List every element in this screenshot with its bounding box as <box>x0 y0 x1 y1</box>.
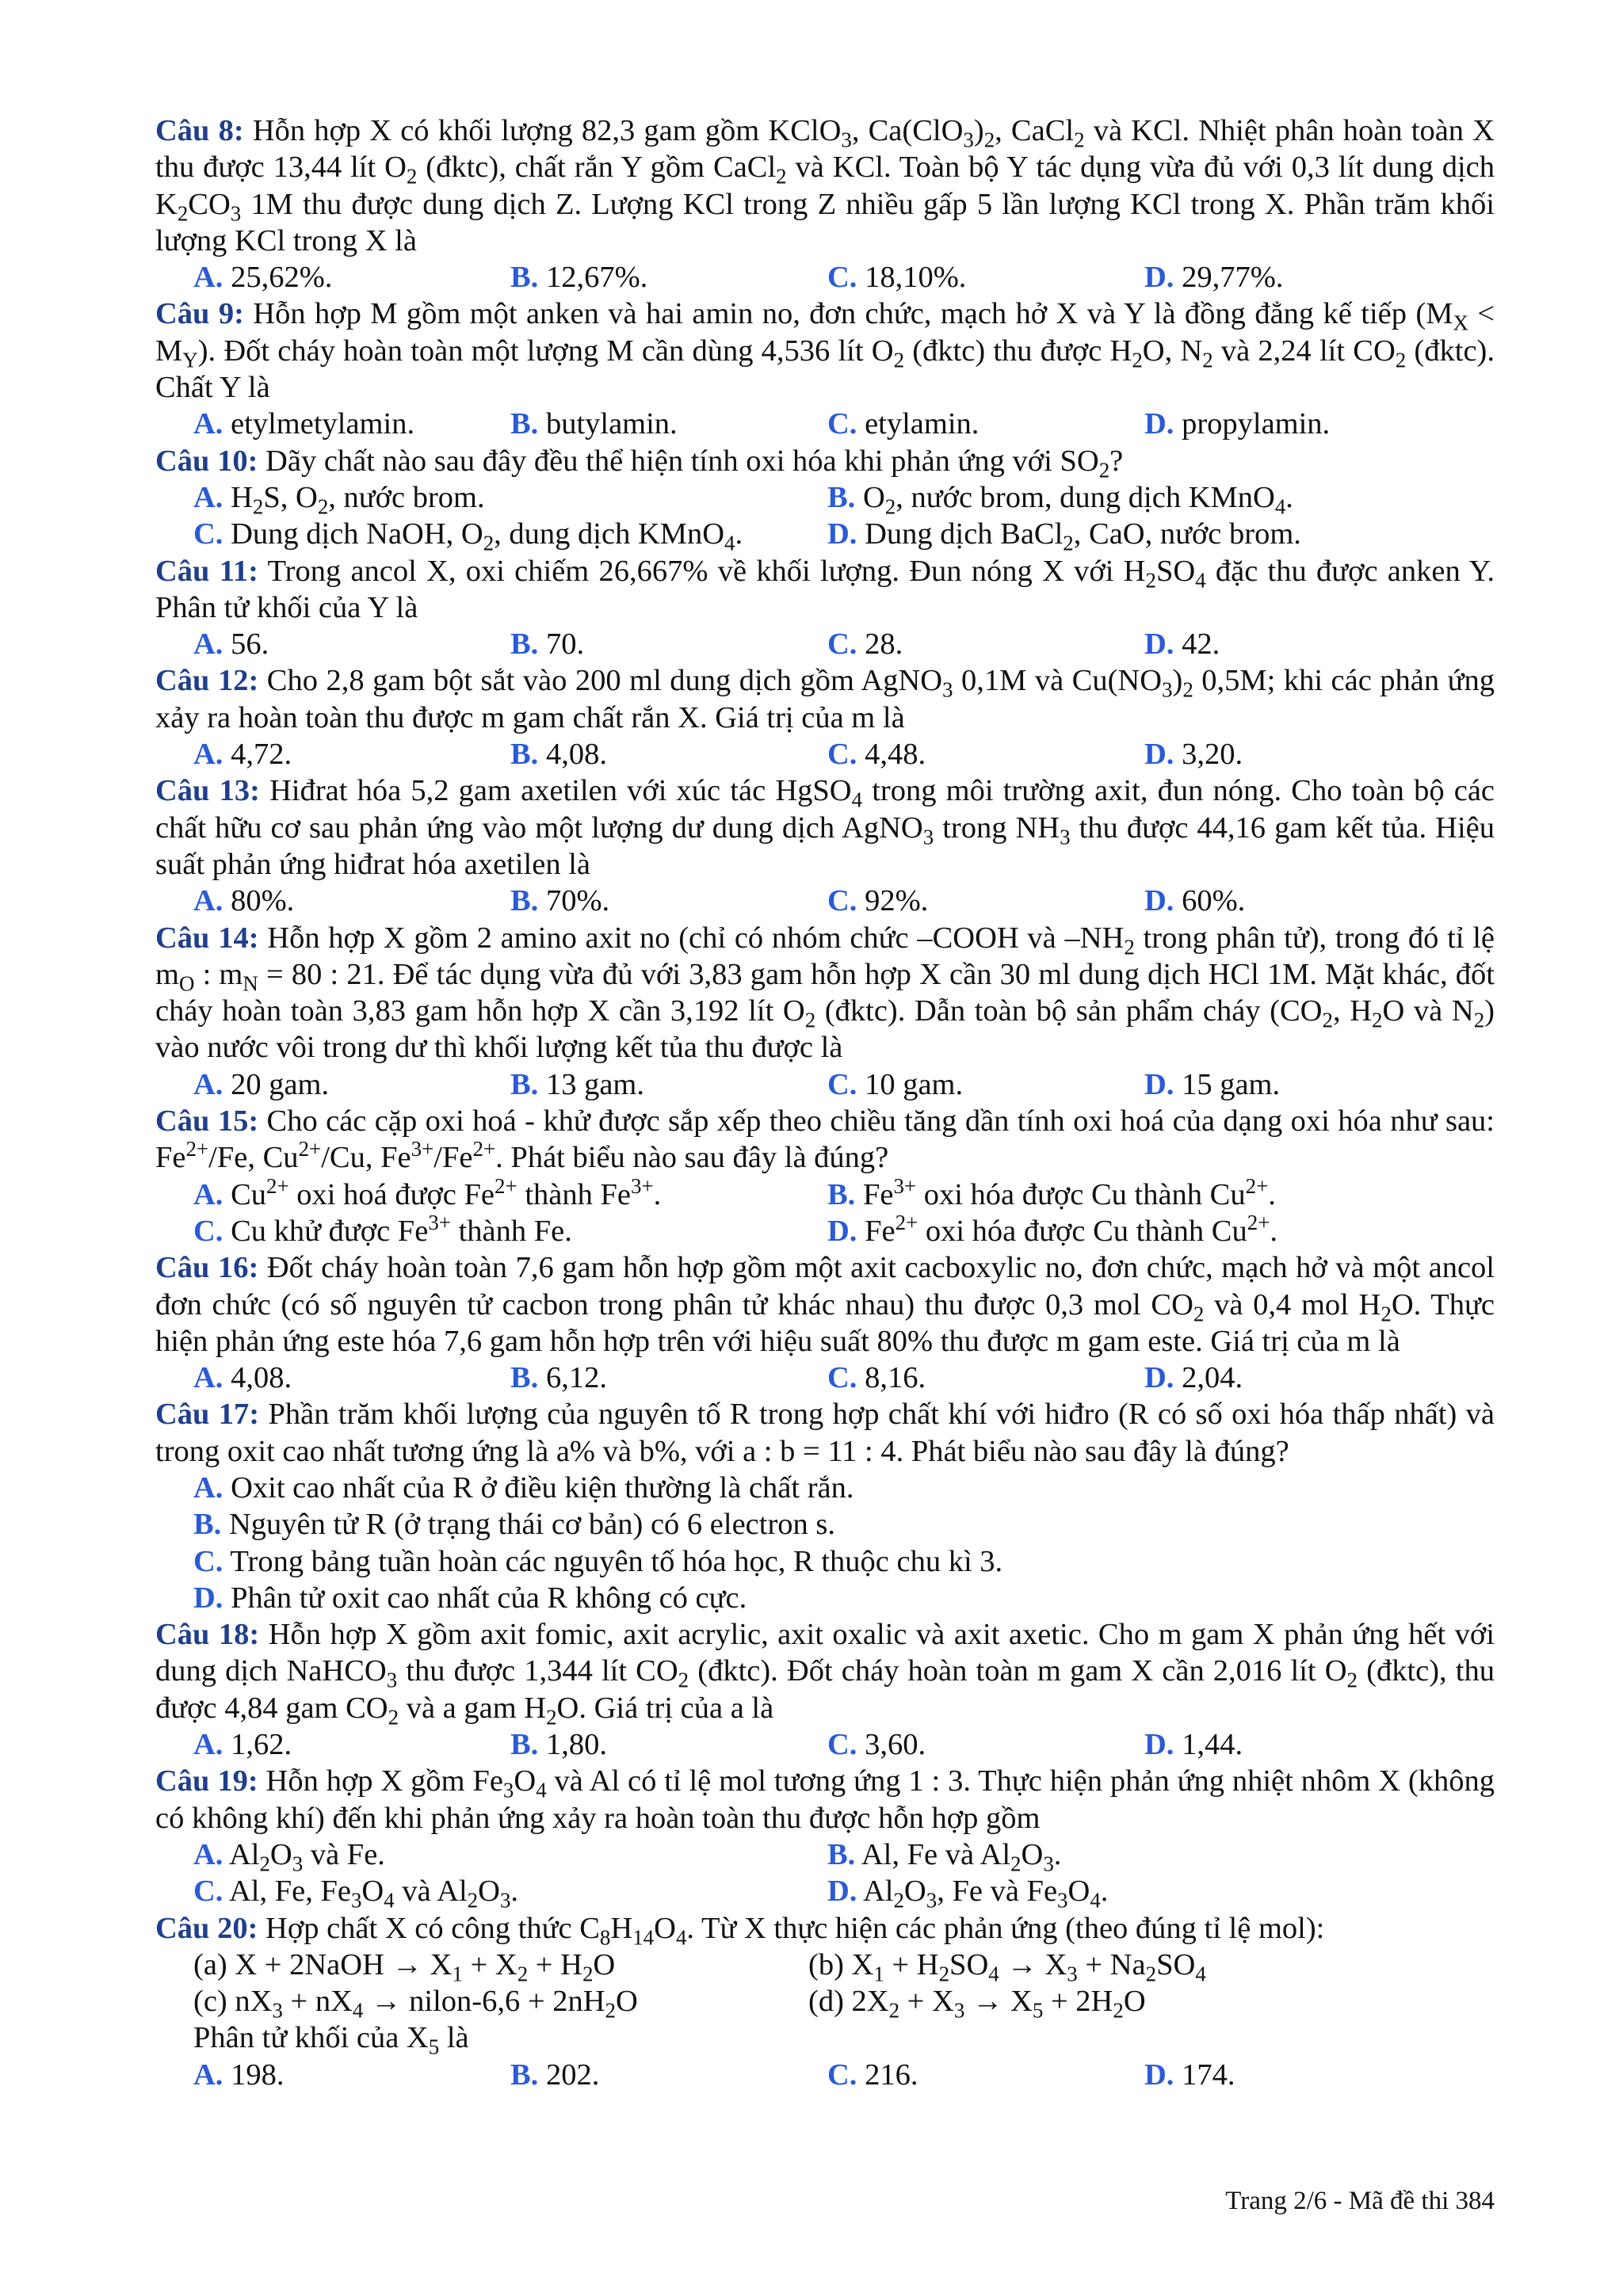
answer-option[interactable] <box>193 1543 1495 1580</box>
option-text: 29,77%. <box>1174 261 1284 295</box>
question-block <box>155 772 1495 919</box>
question-label: Câu 9: <box>155 297 244 331</box>
option-text: 56. <box>223 627 269 662</box>
question-label: Câu 11: <box>155 554 258 588</box>
option-text: Al, Fe và $Al_2O_3$. <box>855 1837 1062 1876</box>
answer-option[interactable] <box>510 626 827 662</box>
question-label: Câu 17: <box>155 1398 260 1432</box>
option-letter: C. <box>193 517 223 551</box>
option-letter: C. <box>193 1544 223 1578</box>
option-text: 18,10%. <box>857 261 967 295</box>
option-letter: B. <box>827 480 856 514</box>
answer-option[interactable] <box>827 1873 1109 1913</box>
option-text: 216. <box>857 2058 918 2092</box>
option-text: $O_2$, nước brom, dung dịch KMnO$_4$. <box>855 480 1293 519</box>
option-text: Dung dịch BaCl$_2$, CaO, nước brom. <box>857 517 1301 555</box>
question-text <box>155 113 1495 259</box>
option-text: 13 gam. <box>538 1067 644 1101</box>
answer-options <box>155 1836 1495 1913</box>
option-text: 8,16. <box>857 1361 926 1395</box>
question-block <box>155 1249 1495 1396</box>
option-letter: A. <box>193 738 223 772</box>
option-letter: A. <box>193 480 223 514</box>
option-letter: D. <box>827 1214 857 1248</box>
answer-option[interactable] <box>193 1066 510 1103</box>
option-letter: C. <box>827 738 857 772</box>
option-letter: C. <box>827 261 857 295</box>
question-text <box>155 553 1495 627</box>
option-letter: A. <box>193 407 223 441</box>
option-text: $Fe^{3+}$ oxi hóa được Cu thành $Cu^{2+}$. <box>855 1173 1276 1211</box>
option-text: 2,04. <box>1174 1361 1243 1395</box>
question-text <box>155 772 1495 883</box>
option-text: 3,20. <box>1174 738 1243 772</box>
option-letter: D. <box>1144 1728 1174 1762</box>
option-letter: A. <box>193 1837 223 1871</box>
answer-option[interactable] <box>827 259 1144 296</box>
option-text: Trong bảng tuần hoàn các nguyên tố hóa học, R thuộc chu kì 3. <box>223 1544 1003 1578</box>
answer-option[interactable] <box>193 1360 510 1396</box>
question-body: Phần trăm khối lượng của nguyên tố R trong hợp chất khí với hiđro (R có số oxi hóa thấp nhất) và trong oxit cao nhất tương ứng là a% và b%, với a : b = 11 : 4. Phát biểu nào sau đây là đúng? <box>155 1398 1495 1468</box>
option-letter: A. <box>193 1470 223 1505</box>
option-letter: B. <box>510 1728 539 1762</box>
answer-options <box>155 2057 1495 2093</box>
question-block <box>155 553 1495 663</box>
answer-options <box>155 1360 1495 1396</box>
answer-option[interactable] <box>827 883 1144 919</box>
option-letter: D. <box>1144 261 1174 295</box>
option-text: $Cu^{2+}$ oxi hoá được $Fe^{2+}$ thành $Fe^{3+}$. <box>223 1173 662 1211</box>
question-label: Câu 8: <box>155 114 244 147</box>
question-tail: Phân tử khối của $X_5$ là <box>193 2021 469 2060</box>
option-text: Oxit cao nhất của R ở điều kiện thường là chất rắn. <box>223 1470 854 1505</box>
option-text: 42. <box>1174 627 1220 662</box>
answer-option[interactable] <box>193 1580 1495 1616</box>
option-letter: D. <box>1144 407 1174 441</box>
option-text: 28. <box>857 627 903 662</box>
answer-option[interactable] <box>193 1836 827 1876</box>
option-letter: C. <box>827 407 857 441</box>
question-body: Hỗn hợp X gồm axit fomic, axit acrylic, axit oxalic và axit axetic. Cho m gam X phản ứng hết với dung dịch NaHCO$_3$ thu được 1,344 lít $CO_2$ (đktc). Đốt cháy hoàn toàn m gam X cần 2,016 lít $O_2$ (đktc), thu được 4,84 gam $CO_2$ và a gam $H_2O$. Giá trị của a là <box>155 1618 1495 1730</box>
option-letter: B. <box>827 1177 856 1211</box>
answer-options <box>155 883 1495 919</box>
option-text: 15 gam. <box>1174 1067 1281 1101</box>
answer-option[interactable] <box>510 736 827 772</box>
page-footer: Trang 2/6 - Mã đề thi 384 <box>1225 2187 1495 2215</box>
question-text <box>155 296 1495 406</box>
option-letter: C. <box>827 2058 857 2092</box>
question-block <box>155 1910 1495 2093</box>
question-label: Câu 18: <box>155 1618 260 1652</box>
question-block <box>155 920 1495 1103</box>
option-letter: A. <box>193 1728 223 1762</box>
option-letter: D. <box>1144 884 1174 918</box>
question-block <box>155 113 1495 296</box>
answer-option[interactable] <box>827 1360 1144 1396</box>
option-text: 60%. <box>1174 884 1246 918</box>
reaction-item: (b) $X_1 + H_2SO_4 \to X_3 + Na_2SO_4$ <box>808 1947 1206 1986</box>
option-letter: D. <box>827 1875 857 1909</box>
option-letter: B. <box>510 261 539 295</box>
option-letter: D. <box>827 517 857 551</box>
option-text: 1,62. <box>223 1728 292 1762</box>
option-text: 6,12. <box>538 1361 607 1395</box>
answer-option[interactable] <box>193 1470 1495 1506</box>
option-letter: A. <box>193 627 223 662</box>
answer-option[interactable] <box>1144 406 1330 442</box>
answer-options <box>155 1066 1495 1103</box>
option-text: Dung dịch NaOH, $O_2$, dung dịch KMnO$_4$. <box>223 517 743 555</box>
question-body: Hỗn hợp X có khối lượng 82,3 gam gồm KClO$_3$, $Ca(ClO_3)_2$, CaCl$_2$ và KCl. Nhiệt phân hoàn toàn X thu được 13,44 lít $O_2$ (đktc), chất rắn Y gồm CaCl$_2$ và KCl. Toàn bộ Y tác dụng vừa đủ với 0,3 lít dung dịch $K_2CO_3$ 1M thu được dung dịch Z. Lượng KCl trong Z nhiều gấp 5 lần lượng KCl trong X. Phần trăm khối lượng KCl trong X là <box>155 114 1495 257</box>
answer-option[interactable] <box>510 1066 827 1103</box>
question-text <box>155 1249 1495 1360</box>
reaction-item: (a) X + 2NaOH → $X_1 + X_2 + H_2O$ <box>193 1947 616 1986</box>
answer-options <box>155 736 1495 772</box>
answer-option[interactable] <box>510 1360 827 1396</box>
question-body: Đốt cháy hoàn toàn 7,6 gam hỗn hợp gồm một axit cacboxylic no, đơn chức, mạch hở và một ancol đơn chức (có số nguyên tử cacbon trong phân tử khác nhau) thu được 0,3 mol $CO_2$ và 0,4 mol $H_2O$. Thực hiện phản ứng este hóa 7,6 gam hỗn hợp trên với hiệu suất 80% thu được m gam este. Giá trị của m là <box>155 1251 1495 1358</box>
question-block <box>155 443 1495 553</box>
answer-option[interactable] <box>827 1213 1277 1249</box>
question-block <box>155 662 1495 772</box>
question-body: Hỗn hợp M gồm một anken và hai amin no, đơn chức, mạch hở X và Y là đồng đẳng kế tiếp $(M_X < M_Y)$. Đốt cháy hoàn toàn một lượng M cần dùng 4,536 lít $O_2$ (đktc) thu được $H_2O$, $N_2$ và 2,24 lít $CO_2$ (đktc). Chất Y là <box>155 297 1495 405</box>
question-label: Câu 10: <box>155 444 258 478</box>
option-letter: D. <box>1144 1067 1174 1101</box>
option-letter: B. <box>510 738 539 772</box>
option-text: 20 gam. <box>223 1067 330 1101</box>
option-text: 4,48. <box>857 738 926 772</box>
answer-option[interactable] <box>1144 1066 1280 1103</box>
question-label: Câu 20: <box>155 1911 258 1945</box>
option-text: Cu khử được $Fe^{3+}$ thành Fe. <box>223 1211 572 1248</box>
question-label: Câu 12: <box>155 664 259 698</box>
answer-options <box>155 479 1495 553</box>
answer-options <box>155 1470 1495 1616</box>
question-label: Câu 16: <box>155 1251 259 1285</box>
question-text <box>155 662 1495 736</box>
question-body: Hợp chất X có công thức $C_8H_{14}O_4$. Từ X thực hiện các phản ứng (theo đúng tỉ lệ mol): <box>258 1911 1325 1950</box>
answer-option[interactable] <box>510 883 827 919</box>
answer-option[interactable] <box>827 516 1301 555</box>
answer-option[interactable] <box>193 259 510 296</box>
option-letter: C. <box>193 1214 223 1248</box>
answer-option[interactable] <box>1144 259 1283 296</box>
question-text <box>155 1396 1495 1470</box>
option-text: 70%. <box>538 884 610 918</box>
question-block <box>155 1103 1495 1249</box>
answer-option[interactable] <box>510 2057 827 2093</box>
option-letter: B. <box>510 884 539 918</box>
option-text: Phân tử oxit cao nhất của R không có cực. <box>223 1581 747 1615</box>
question-label: Câu 13: <box>155 774 260 808</box>
option-letter: A. <box>193 1361 223 1395</box>
answer-options <box>155 259 1495 296</box>
question-body: Hỗn hợp X gồm $Fe_3O_4$ và Al có tỉ lệ mol tương ứng 1 : 3. Thực hiện phản ứng nhiệt nhôm X (không có không khí) đến khi phản ứng xảy ra hoàn toàn thu được hỗn hợp gồm <box>155 1764 1495 1835</box>
option-letter: B. <box>510 1361 539 1395</box>
answer-option[interactable] <box>827 736 1144 772</box>
option-text: butylamin. <box>538 407 678 441</box>
question-body: Hỗn hợp X gồm 2 amino axit no (chỉ có nhóm chức –COOH và $-NH_2$ trong phân tử), trong đó tỉ lệ $m_O$ : $m_N = 80$ : 21. Để tác dụng vừa đủ với 3,83 gam hỗn hợp X cần 30 ml dung dịch HCl 1M. Mặt khác, đốt cháy hoàn toàn 3,83 gam hỗn hợp X cần 3,192 lít $O_2$ (đktc). Dẫn toàn bộ sản phẩm cháy ($CO_2$, $H_2O$ và $N_2$) vào nước vôi trong dư thì khối lượng kết tủa thu được là <box>155 921 1495 1065</box>
answer-option[interactable] <box>827 1066 1144 1103</box>
option-text: 1,44. <box>1174 1728 1243 1762</box>
answer-option[interactable] <box>193 406 510 442</box>
answer-option[interactable] <box>193 516 827 555</box>
answer-option[interactable] <box>827 626 1144 662</box>
exam-page <box>155 113 1495 2093</box>
answer-option[interactable] <box>193 736 510 772</box>
option-text: 80%. <box>223 884 295 918</box>
reaction-list <box>155 1947 1495 2023</box>
option-letter: A. <box>193 1067 223 1101</box>
answer-option[interactable] <box>1144 1360 1243 1396</box>
option-letter: B. <box>193 1508 222 1542</box>
reaction-item: (d) $2X_2 + X_3 \to X_5 + 2H_2O$ <box>808 1985 1146 2023</box>
option-text: 4,72. <box>223 738 292 772</box>
question-text <box>155 1616 1495 1730</box>
option-letter: C. <box>827 1728 857 1762</box>
option-letter: B. <box>510 407 539 441</box>
option-letter: A. <box>193 261 223 295</box>
option-text: 174. <box>1174 2058 1235 2092</box>
question-label: Câu 19: <box>155 1764 258 1798</box>
answer-option[interactable] <box>827 1726 1144 1763</box>
answer-option[interactable] <box>1144 626 1220 662</box>
option-letter: D. <box>1144 2058 1174 2092</box>
option-text: 25,62%. <box>223 261 333 295</box>
option-letter: C. <box>827 884 857 918</box>
answer-option[interactable] <box>193 883 510 919</box>
option-letter: A. <box>193 2058 223 2092</box>
question-text <box>155 443 1495 482</box>
option-text: 70. <box>538 627 585 662</box>
answer-option[interactable] <box>193 1726 510 1763</box>
question-label: Câu 15: <box>155 1104 259 1138</box>
option-text: etylamin. <box>857 407 980 441</box>
option-text: Al, Fe, $Fe_3O_4$ và $Al_2O_3$. <box>223 1875 519 1913</box>
question-body: Dãy chất nào sau đây đều thể hiện tính oxi hóa khi phản ứng với $SO_2$? <box>258 444 1124 482</box>
question-text <box>155 1763 1495 1836</box>
option-text: 92%. <box>857 884 929 918</box>
option-text: 3,60. <box>857 1728 926 1762</box>
option-letter: D. <box>1144 627 1174 662</box>
question-text <box>155 1103 1495 1177</box>
answer-option[interactable] <box>1144 2057 1235 2093</box>
option-text: 10 gam. <box>857 1067 964 1101</box>
option-letter: B. <box>510 1067 539 1101</box>
answer-option[interactable] <box>193 479 827 519</box>
option-text: $H_2S$, $O_2$, nước brom. <box>223 480 485 519</box>
question-body: Trong ancol X, oxi chiếm 26,667% về khối lượng. Đun nóng X với $H_2SO_4$ đặc thu được anken Y. Phân tử khối của Y là <box>155 554 1495 624</box>
option-letter: A. <box>193 884 223 918</box>
reaction-item: (c) $nX_3 + nX_4$ → nilon-6,6 + $2nH_2O$ <box>193 1985 638 2023</box>
answer-option[interactable] <box>193 2057 510 2093</box>
option-letter: B. <box>827 1837 856 1871</box>
question-block <box>155 1763 1495 1913</box>
question-block <box>155 296 1495 442</box>
answer-options <box>155 406 1495 442</box>
answer-options <box>155 626 1495 662</box>
answer-option[interactable] <box>510 1726 827 1763</box>
answer-option[interactable] <box>1144 883 1245 919</box>
answer-option[interactable] <box>827 2057 1144 2093</box>
answer-option[interactable] <box>193 1506 1495 1543</box>
option-letter: B. <box>510 627 539 662</box>
answer-option[interactable] <box>193 626 510 662</box>
answer-options <box>155 1173 1495 1250</box>
question-text <box>155 1910 1495 1950</box>
option-text: 4,08. <box>538 738 607 772</box>
option-text: 1,80. <box>538 1728 607 1762</box>
option-text: $Al_2O_3$, Fe và $Fe_3O_4$. <box>857 1875 1109 1913</box>
option-text: etylmetylamin. <box>223 407 415 441</box>
answer-option[interactable] <box>827 1173 1276 1213</box>
option-text: 198. <box>223 2058 285 2092</box>
question-label: Câu 14: <box>155 921 259 955</box>
answer-option[interactable] <box>193 1873 827 1913</box>
option-letter: C. <box>827 627 857 662</box>
answer-option[interactable] <box>193 1173 827 1213</box>
answer-option[interactable] <box>1144 1726 1243 1763</box>
answer-option[interactable] <box>827 479 1293 519</box>
option-letter: D. <box>1144 1361 1174 1395</box>
answer-option[interactable] <box>193 1213 827 1249</box>
question-block <box>155 1396 1495 1616</box>
option-letter: D. <box>193 1581 223 1615</box>
option-text: 12,67%. <box>538 261 648 295</box>
question-block <box>155 1616 1495 1763</box>
option-text: propylamin. <box>1174 407 1331 441</box>
option-letter: A. <box>193 1177 223 1211</box>
question-text <box>155 920 1495 1066</box>
answer-option[interactable] <box>510 406 827 442</box>
question-body: Cho 2,8 gam bột sắt vào 200 ml dung dịch gồm AgNO$_3$ 0,1M và $Cu(NO_3)_2$ 0,5M; khi các phản ứng xảy ra hoàn toàn thu được m gam chất rắn X. Giá trị của m là <box>155 664 1495 734</box>
option-letter: B. <box>510 2058 539 2092</box>
option-letter: C. <box>193 1875 223 1909</box>
option-text: 4,08. <box>223 1361 292 1395</box>
answer-option[interactable] <box>1144 736 1243 772</box>
option-letter: C. <box>827 1361 857 1395</box>
answer-option[interactable] <box>510 259 827 296</box>
question-body: Hiđrat hóa 5,2 gam axetilen với xúc tác HgSO$_4$ trong môi trường axit, đun nóng. Cho toàn bộ các chất hữu cơ sau phản ứng vào một lượng dư dung dịch AgNO$_3$ trong $NH_3$ thu được 44,16 gam kết tủa. Hiệu suất phản ứng hiđrat hóa axetilen là <box>155 774 1495 881</box>
answer-option[interactable] <box>827 1836 1062 1876</box>
question-body: Cho các cặp oxi hoá - khử được sắp xếp theo chiều tăng dần tính oxi hoá của dạng oxi hóa như sau: $Fe^{2+}/Fe$, $Cu^{2+}/Cu$, $Fe^{3+}/Fe^{2+}$. Phát biểu nào sau đây là đúng? <box>155 1104 1495 1175</box>
answer-options <box>155 1726 1495 1763</box>
option-text: Nguyên tử R (ở trạng thái cơ bản) có 6 electron s. <box>221 1508 835 1542</box>
option-text: 202. <box>538 2058 600 2092</box>
option-text: $Fe^{2+}$ oxi hóa được Cu thành $Cu^{2+}$. <box>857 1211 1278 1248</box>
option-text: $Al_2O_3$ và Fe. <box>223 1837 385 1876</box>
answer-option[interactable] <box>827 406 1144 442</box>
option-letter: D. <box>1144 738 1174 772</box>
option-letter: C. <box>827 1067 857 1101</box>
